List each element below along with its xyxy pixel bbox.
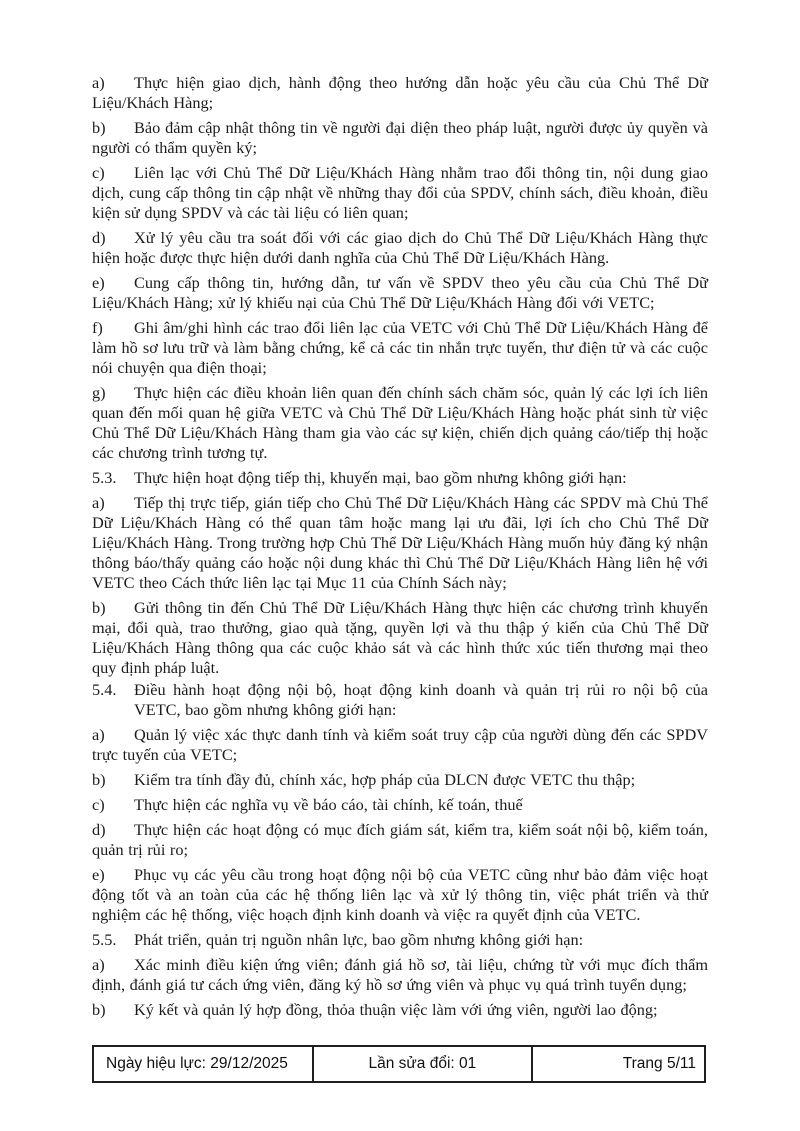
paragraph-label: b) [92, 118, 106, 137]
paragraph-d-14 [92, 820, 708, 860]
paragraph-a-8 [92, 493, 708, 593]
paragraph-e-15 [92, 865, 708, 925]
footer-page-number: Trang 5/11 [622, 1055, 696, 1072]
paragraph-a-11 [92, 725, 708, 765]
paragraph-label: 5.4. [92, 680, 117, 699]
paragraph-label: e) [92, 865, 105, 884]
paragraph-text: Điều hành hoạt động nội bộ, hoạt động kinh doanh và quản trị rủi ro nội bộ của VETC, bao gồm nhưng không giới hạn: [134, 680, 708, 719]
paragraph-label: a) [92, 73, 105, 92]
paragraph-text: Phục vụ các yêu cầu trong hoạt động nội bộ của VETC cũng như bảo đảm việc hoạt động tốt và an toàn của các hệ thống liên lạc và xử lý thông tin, việc phát triển và thử nghiệm các hệ thống, việc hoạch định kinh doanh và việc ra quyết định của VETC. [92, 865, 708, 924]
paragraph-label: g) [92, 383, 106, 402]
paragraph-b-1 [92, 118, 708, 158]
paragraph-d-3 [92, 228, 708, 268]
footer-effective-date: Ngày hiệu lực: 29/12/2025 [94, 1047, 314, 1081]
paragraph-text: Gửi thông tin đến Chủ Thể Dữ Liệu/Khách Hàng thực hiện các chương trình khuyến mại, đổi quà, trao thưởng, giao quà tặng, quyền lợi và thu thập ý kiến của Chủ Thể Dữ Liệu/Khách Hàng thông qua các cuộc khảo sát và các hình thức xúc tiến thương mại theo quy định pháp luật. [92, 598, 708, 677]
paragraph-text: Xác minh điều kiện ứng viên; đánh giá hồ sơ, tài liệu, chứng từ với mục đích thẩm định, đánh giá tư cách ứng viên, đăng ký hồ sơ ứng viên và phục vụ quá trình tuyển dụng; [92, 955, 708, 994]
paragraph-5.3.-7 [92, 468, 708, 488]
paragraph-b-18 [92, 1000, 708, 1020]
paragraph-label: f) [92, 318, 103, 337]
paragraph-a-17 [92, 955, 708, 995]
footer-revision-number: Lần sửa đổi: 01 [314, 1047, 534, 1081]
footer-table [92, 1045, 706, 1083]
paragraph-label: 5.3. [92, 468, 117, 487]
paragraph-text: Thực hiện hoạt động tiếp thị, khuyến mại, bao gồm nhưng không giới hạn: [134, 468, 627, 487]
document-body [92, 73, 708, 1025]
paragraph-c-2 [92, 163, 708, 223]
paragraph-text: Kiểm tra tính đầy đủ, chính xác, hợp pháp của DLCN được VETC thu thập; [134, 770, 636, 789]
paragraph-label: c) [92, 795, 105, 814]
paragraph-g-6 [92, 383, 708, 463]
paragraph-a-0 [92, 73, 708, 113]
paragraph-text: Liên lạc với Chủ Thể Dữ Liệu/Khách Hàng nhằm trao đổi thông tin, nội dung giao dịch, cung cấp thông tin cập nhật về những thay đổi của SPDV, chính sách, điều khoản, điều kiện sử dụng SPDV và các tài liệu có liên quan; [92, 163, 708, 222]
paragraph-label: e) [92, 273, 105, 292]
paragraph-label: d) [92, 820, 106, 839]
paragraph-text: Thực hiện các nghĩa vụ về báo cáo, tài chính, kế toán, thuế [134, 795, 523, 814]
paragraph-text: Phát triển, quản trị nguồn nhân lực, bao gồm nhưng không giới hạn: [134, 930, 584, 949]
paragraph-text: Bảo đảm cập nhật thông tin về người đại diện theo pháp luật, người được ủy quyền và người có thẩm quyền ký; [92, 118, 708, 157]
paragraph-label: a) [92, 493, 105, 512]
paragraph-e-4 [92, 273, 708, 313]
paragraph-text: Thực hiện các hoạt động có mục đích giám sát, kiểm tra, kiểm soát nội bộ, kiểm toán, quản trị rủi ro; [92, 820, 708, 859]
paragraph-label: b) [92, 598, 106, 617]
paragraph-text: Tiếp thị trực tiếp, gián tiếp cho Chủ Thể Dữ Liệu/Khách Hàng các SPDV mà Chủ Thể Dữ Liệu/Khách Hàng có thể quan tâm hoặc mang lại ưu đãi, lợi ích cho Chủ Thể Dữ Liệu/Khách Hàng. Trong trường hợp Chủ Thể Dữ Liệu/Khách Hàng muốn hủy đăng ký nhận thông báo/thấy quảng cáo hoặc nội dung khác thì Chủ Thể Dữ Liệu/Khách Hàng liên hệ với VETC theo Cách thức liên lạc tại Mục 11 của Chính Sách này; [92, 493, 708, 592]
paragraph-f-5 [92, 318, 708, 378]
paragraph-b-12 [92, 770, 708, 790]
paragraph-text: Xử lý yêu cầu tra soát đối với các giao dịch do Chủ Thể Dữ Liệu/Khách Hàng thực hiện hoặc được thực hiện dưới danh nghĩa của Chủ Thể Dữ Liệu/Khách Hàng. [92, 228, 708, 267]
paragraph-text: Ký kết và quản lý hợp đồng, thỏa thuận việc làm với ứng viên, người lao động; [134, 1000, 658, 1019]
paragraph-text: Ghi âm/ghi hình các trao đổi liên lạc của VETC với Chủ Thể Dữ Liệu/Khách Hàng để làm hồ sơ lưu trữ và làm bằng chứng, kể cả các tin nhắn trực tuyến, thư điện tử và các cuộc nói chuyện qua điện thoại; [92, 318, 708, 377]
paragraph-5.4.-10 [92, 680, 708, 720]
paragraph-5.5.-16 [92, 930, 708, 950]
paragraph-label: b) [92, 770, 106, 789]
paragraph-c-13 [92, 795, 708, 815]
paragraph-b-9 [92, 598, 708, 678]
paragraph-text: Thực hiện các điều khoản liên quan đến chính sách chăm sóc, quản lý các lợi ích liên quan đến mối quan hệ giữa VETC và Chủ Thể Dữ Liệu/Khách Hàng hoặc phát sinh từ việc Chủ Thể Dữ Liệu/Khách Hàng tham gia vào các sự kiện, chiến dịch quảng cáo/tiếp thị hoặc các chương trình tương tự. [92, 383, 708, 462]
paragraph-text: Thực hiện giao dịch, hành động theo hướng dẫn hoặc yêu cầu của Chủ Thể Dữ Liệu/Khách Hàng; [92, 73, 708, 112]
paragraph-text: Cung cấp thông tin, hướng dẫn, tư vấn về SPDV theo yêu cầu của Chủ Thể Dữ Liệu/Khách Hàng; xử lý khiếu nại của Chủ Thể Dữ Liệu/Khách Hàng đối với VETC; [92, 273, 708, 312]
paragraph-label: a) [92, 725, 105, 744]
paragraph-label: a) [92, 955, 105, 974]
paragraph-label: c) [92, 163, 105, 182]
paragraph-label: d) [92, 228, 106, 247]
paragraph-text: Quản lý việc xác thực danh tính và kiểm soát truy cập của người dùng đến các SPDV trực tuyến của VETC; [92, 725, 708, 764]
paragraph-label: 5.5. [92, 930, 117, 949]
paragraph-label: b) [92, 1000, 106, 1019]
